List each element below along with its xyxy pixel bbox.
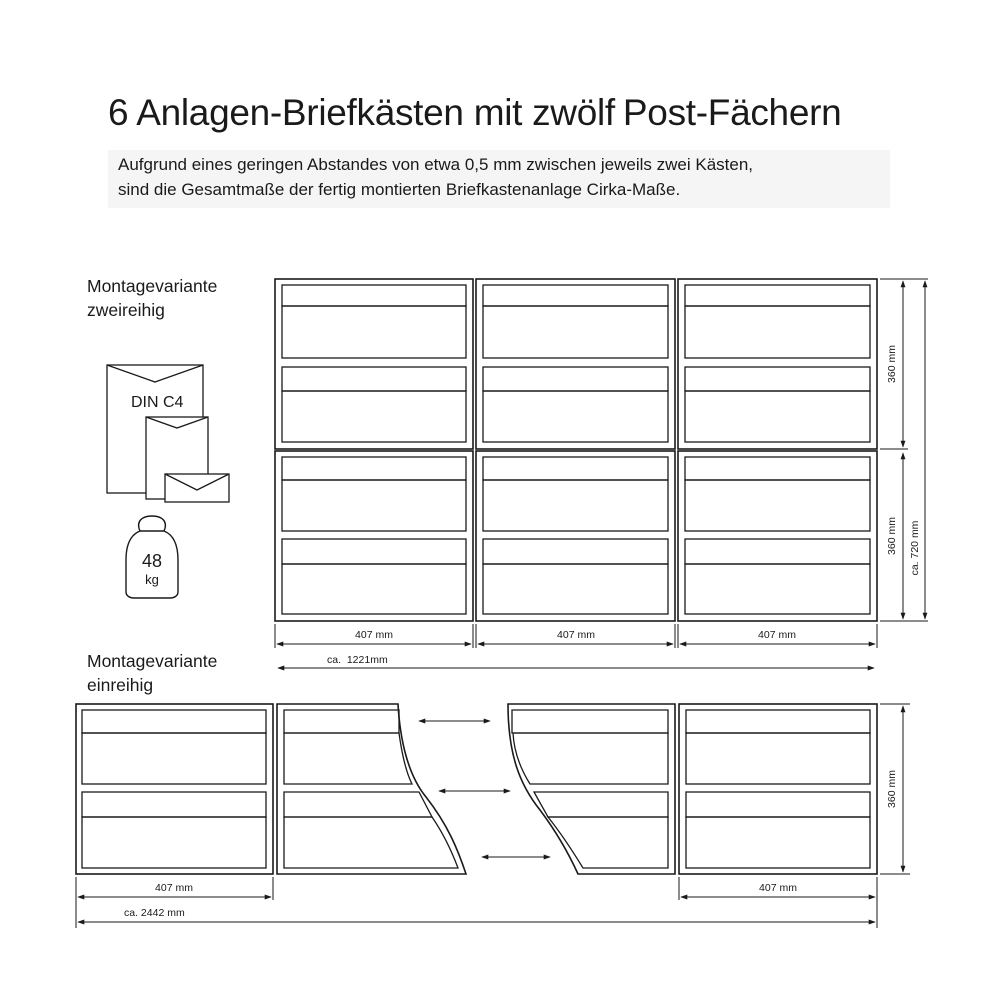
weight-unit: kg (145, 572, 159, 587)
two-row-width-3: 407 mm (758, 629, 796, 641)
mailbox-single-3-cut (508, 704, 675, 874)
mailbox-single-4 (679, 704, 877, 874)
subtitle-line-2: sind die Gesamtmaße der fertig montierten Briefkastenanlage Cirka-Maße. (118, 180, 681, 199)
subtitle-line-1: Aufgrund eines geringen Abstandes von etwa 0,5 mm zwischen jeweils zwei Kästen, (118, 155, 754, 174)
one-row-total-width: ca. 2442 mm (124, 907, 185, 919)
two-row-height-top: 360 mm (886, 345, 898, 383)
two-row-total-width: ca. 1221mm (327, 654, 388, 666)
two-row-width-2: 407 mm (557, 629, 595, 641)
mailbox-r2-c3 (678, 451, 877, 621)
variant-one-row-line-1: Montagevariante (87, 651, 218, 671)
variant-two-rows-line-1: Montagevariante (87, 276, 218, 296)
mailbox-r2-c2 (476, 451, 675, 621)
one-row-dimensions (76, 704, 910, 928)
one-row-width-left: 407 mm (155, 882, 193, 894)
two-row-total-height: ca. 720 mm (909, 520, 921, 576)
title-part-2: Post-Fächern (622, 92, 842, 133)
continuation-arrows (419, 721, 550, 857)
envelope-icon (107, 365, 229, 502)
weight-value: 48 (141, 551, 163, 571)
variant-one-row-line-2: einreihig (87, 675, 154, 695)
mailbox-r2-c1 (275, 451, 473, 621)
one-row-height: 360 mm (886, 770, 898, 808)
mailbox-r1-c1 (275, 279, 473, 449)
two-row-width-1: 407 mm (355, 629, 393, 641)
one-row-width-right: 407 mm (759, 882, 797, 894)
mailbox-single-2-cut (277, 704, 466, 874)
two-row-dimensions (275, 279, 928, 668)
mailbox-r1-c2 (476, 279, 675, 449)
two-row-grid (275, 279, 877, 621)
mailbox-single-1 (76, 704, 273, 874)
variant-two-rows-line-2: zweireihig (87, 300, 165, 320)
envelope-label: DIN C4 (131, 394, 184, 411)
mailbox-r1-c3 (678, 279, 877, 449)
one-row-mailboxes (76, 704, 877, 874)
title-part-1: 6 Anlagen-Briefkästen mit zwölf (108, 92, 615, 133)
two-row-height-bottom: 360 mm (886, 517, 898, 555)
